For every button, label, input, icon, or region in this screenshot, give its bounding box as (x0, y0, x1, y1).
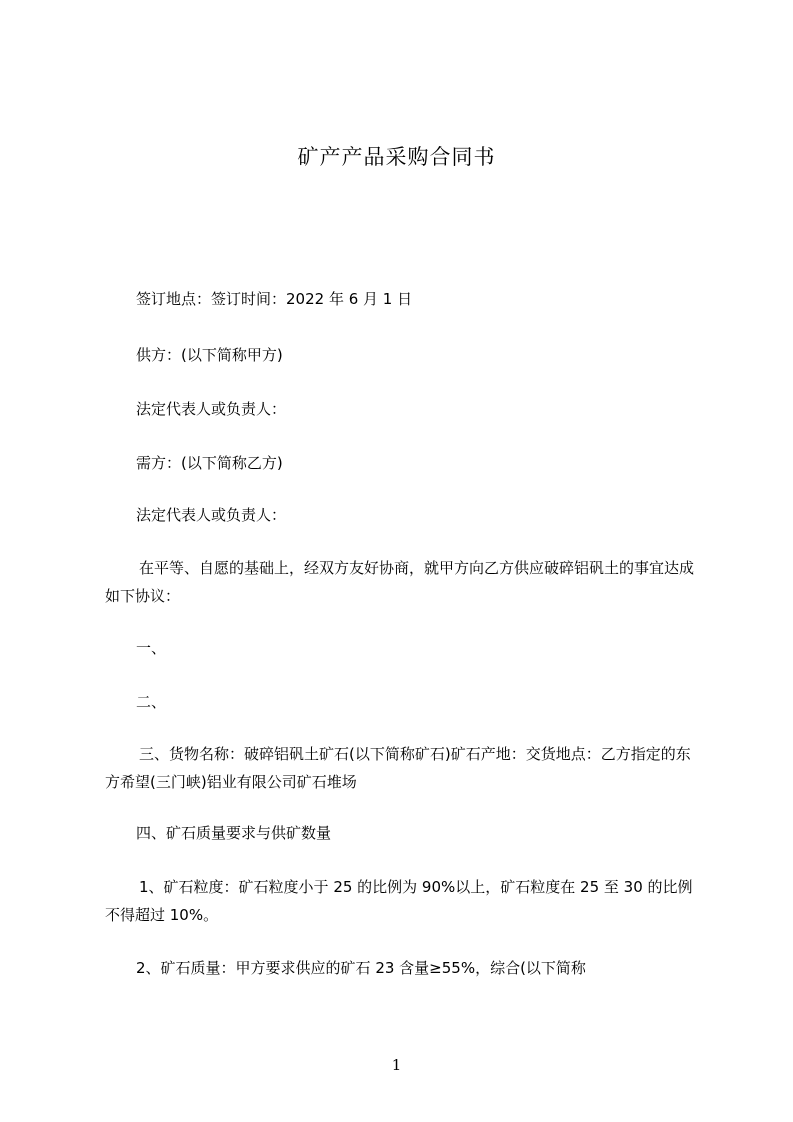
paragraph-buyer-representative: 法定代表人或负责人： (136, 506, 287, 524)
clause-ore-quality: 2、矿石质量：甲方要求供应的矿石 23 含量≥55%，综合(以下简称 (136, 959, 586, 977)
clause-four-heading: 四、矿石质量要求与供矿数量 (136, 824, 332, 842)
clause-ore-size: 1、矿石粒度：矿石粒度小于 25 的比例为 90%以上，矿石粒度在 25 至 30 的比例不得超过 10%。 (105, 878, 693, 924)
paragraph-preamble: 在平等、自愿的基础上，经双方友好协商，就甲方向乙方供应破碎铝矾土的事宜达成如下协议： (105, 559, 695, 605)
clause-two: 二、 (136, 693, 167, 711)
paragraph-buyer: 需方：(以下简称乙方) (136, 454, 283, 472)
clause-one: 一、 (136, 639, 167, 657)
paragraph-supplier: 供方：(以下简称甲方) (136, 346, 283, 364)
paragraph-supplier-representative: 法定代表人或负责人： (136, 400, 287, 418)
page-number: 1 (391, 1056, 402, 1074)
clause-three-goods: 三、货物名称：破碎铝矾土矿石(以下简称矿石)矿石产地：交货地点：乙方指定的东方希望(三门峡)铝业有限公司矿石堆场 (105, 745, 691, 791)
page-title: 矿产产品采购合同书 (297, 145, 496, 169)
paragraph-signing-info: 签订地点：签订时间：2022 年 6 月 1 日 (136, 290, 413, 308)
